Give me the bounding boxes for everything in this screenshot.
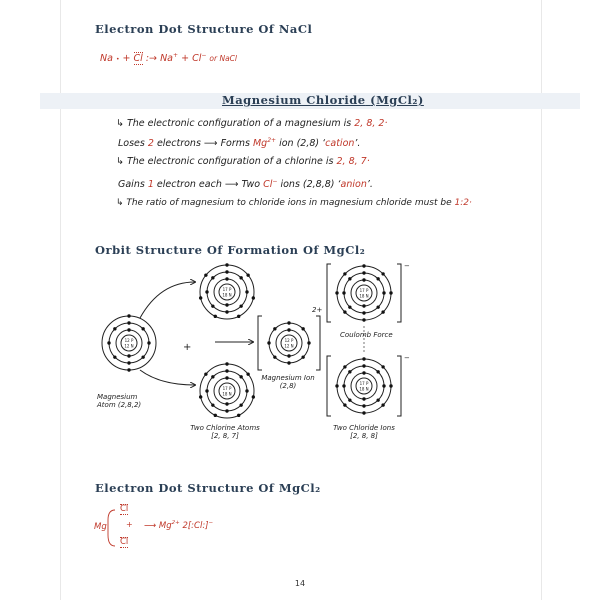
electron <box>362 264 365 267</box>
label-line: Two Chlorine Atoms <box>190 424 260 432</box>
electron <box>252 395 255 398</box>
dot: · <box>366 156 370 167</box>
electron <box>273 327 276 330</box>
electron <box>199 296 202 299</box>
s4-product-mg: Mg <box>158 520 172 531</box>
electron <box>127 354 130 357</box>
electron <box>362 364 365 367</box>
electron <box>225 362 228 365</box>
electron <box>214 414 217 417</box>
electron <box>287 328 290 331</box>
electron <box>287 354 290 357</box>
mg-brace <box>108 510 115 546</box>
electron <box>381 365 384 368</box>
electron <box>362 357 365 360</box>
nucleus-protons: 12 P <box>124 338 134 343</box>
electron <box>382 291 385 294</box>
nucleus-neutrons: 18 N <box>359 293 369 299</box>
text: ions (2,8,8) ‘ <box>277 179 341 191</box>
electron <box>141 355 144 358</box>
electron <box>225 369 228 372</box>
ratio-value: 1:2 <box>454 198 469 208</box>
mg-charge: 2+ <box>267 137 277 144</box>
eq-plus: + <box>122 53 131 65</box>
label-line: [2, 8, 7] <box>211 432 239 440</box>
s4-arrow: ⟶ <box>144 520 157 531</box>
electron <box>335 384 338 387</box>
electron <box>273 355 276 358</box>
electron <box>225 376 228 379</box>
electron <box>343 272 346 275</box>
electron <box>225 277 228 280</box>
text: electron each ⟶ Two <box>153 179 264 191</box>
heading-nacl-dot-structure: Electron Dot Structure Of NaCl <box>95 22 313 36</box>
electron <box>362 304 365 307</box>
mg-config: 2, 8, 2 <box>354 118 385 129</box>
nucleus-protons: 17 P <box>359 288 369 293</box>
cl-ion-top <box>335 264 392 321</box>
electron <box>389 291 392 294</box>
electron <box>127 321 130 324</box>
electron <box>381 310 384 313</box>
electron <box>239 375 242 378</box>
heading-orbit-structure: Orbit Structure Of Formation Of MgCl₂ <box>95 243 366 257</box>
electron <box>225 402 228 405</box>
electron <box>362 278 365 281</box>
electron <box>342 291 345 294</box>
electron <box>211 375 214 378</box>
electron <box>211 403 214 406</box>
page-number: 14 <box>294 579 306 588</box>
label-coulomb-force: Coulomb Force <box>340 331 393 339</box>
text: ↳ The electronic configuration of a chlorine is <box>116 156 337 167</box>
electron <box>342 384 345 387</box>
eq-arrow: :→ <box>145 53 158 65</box>
nucleus-neutrons: 18 N <box>359 386 369 392</box>
text: ↳ The electronic configuration of a magnesium is <box>116 118 355 129</box>
electron <box>362 318 365 321</box>
nucleus-protons: 17 P <box>222 287 232 292</box>
electron <box>246 273 249 276</box>
electron <box>301 355 304 358</box>
electron <box>362 397 365 400</box>
electron <box>362 404 365 407</box>
cl-ion-bottom-bracket-right <box>397 356 401 416</box>
electron <box>214 315 217 318</box>
eq-cl: Cl <box>133 53 143 65</box>
electron <box>348 370 351 373</box>
electron <box>239 304 242 307</box>
nacl-equation: Na • + Cl :→ Na+ + Cl− or NaCl <box>100 52 237 65</box>
atoms-layer <box>102 263 393 418</box>
cl-ion-bottom-bracket-left <box>327 356 331 416</box>
s4-product-charge: 2+ <box>171 520 180 526</box>
cl-ion-bottom-minus: − <box>404 354 410 362</box>
electron <box>225 263 228 266</box>
text: ion (2,8) ‘ <box>276 138 326 150</box>
electron <box>348 305 351 308</box>
cl-ion-top-bracket-right <box>397 264 401 322</box>
text: Loses <box>118 138 148 150</box>
electron <box>343 310 346 313</box>
cl-atom-bottom <box>199 362 255 418</box>
arrow-mg-to-cl-bottom <box>140 370 195 385</box>
cation-word: cation <box>325 138 355 150</box>
heading-mgcl2-formula: (MgCl₂) <box>370 93 424 107</box>
electron <box>376 277 379 280</box>
cl-charge: − <box>272 178 278 185</box>
eq-cl-minus-charge: − <box>201 52 207 59</box>
nucleus-protons: 12 P <box>284 338 294 343</box>
electron <box>127 314 130 317</box>
electron <box>225 270 228 273</box>
mg-ion-bracket-right <box>316 316 320 370</box>
electron <box>113 327 116 330</box>
cl-ion-top-minus: − <box>404 262 410 270</box>
electron <box>225 409 228 412</box>
electron <box>376 398 379 401</box>
nucleus-protons: 17 P <box>359 381 369 386</box>
cl-ion: Cl <box>263 179 273 191</box>
electron <box>267 341 270 344</box>
eq-na-plus-charge: + <box>173 52 179 59</box>
s4-plus: + <box>126 520 133 529</box>
electron <box>127 368 130 371</box>
heading-mgcl2-text: Magnesium Chloride <box>222 93 366 107</box>
label-line: [2, 8, 8] <box>350 432 378 440</box>
text: ↳ The ratio of magnesium to chloride ions in magnesium chloride must be <box>116 198 455 208</box>
electron <box>381 403 384 406</box>
electron <box>245 290 248 293</box>
arrow-mg-to-cl-top <box>140 282 195 318</box>
cl-ion-bottom <box>335 357 392 414</box>
electron <box>147 341 150 344</box>
nucleus-neutrons: 12 N <box>284 343 294 349</box>
s4-cl-top: Cl <box>120 504 129 514</box>
electron <box>389 384 392 387</box>
s4-mg: Mg <box>94 522 107 532</box>
eq-or-nacl: or NaCl <box>209 54 237 64</box>
electron <box>225 303 228 306</box>
electron <box>237 315 240 318</box>
electron <box>237 414 240 417</box>
text: ’. <box>354 138 361 150</box>
mg-ion: Mg <box>252 138 268 150</box>
electron <box>225 310 228 313</box>
electron <box>204 273 207 276</box>
electron <box>113 355 116 358</box>
electron <box>127 328 130 331</box>
label-line: Two Chloride Ions <box>333 424 395 432</box>
electron <box>376 305 379 308</box>
s4-product <box>144 520 213 531</box>
electron <box>287 321 290 324</box>
electron <box>343 365 346 368</box>
eq-na-plus: Na <box>160 53 173 65</box>
label-line: Magnesium Ion <box>261 374 315 382</box>
electron <box>239 276 242 279</box>
electron <box>362 411 365 414</box>
electron <box>348 398 351 401</box>
electron <box>246 372 249 375</box>
electron <box>245 389 248 392</box>
electron <box>362 371 365 374</box>
label-two-chlorine-atoms <box>190 424 260 440</box>
electron <box>204 372 207 375</box>
dot: · <box>384 118 388 129</box>
label-line: (2,8) <box>279 382 297 390</box>
electron <box>211 276 214 279</box>
electron <box>381 272 384 275</box>
anion-word: anion <box>340 179 367 191</box>
nucleus-protons: 17 P <box>222 386 232 391</box>
plus-sign: + <box>183 342 192 353</box>
electron <box>376 370 379 373</box>
electron <box>205 290 208 293</box>
mg-atom <box>102 314 156 371</box>
nucleus-neutrons: 18 N <box>222 391 232 397</box>
eq-na: Na <box>100 53 113 65</box>
cl-config: 2, 8, 7 <box>336 156 367 167</box>
electron <box>343 403 346 406</box>
electron <box>211 304 214 307</box>
s4-product-minus: − <box>208 520 214 526</box>
num: 2 <box>147 138 154 150</box>
electron <box>127 361 130 364</box>
text: ’. <box>366 179 373 191</box>
text: electrons ⟶ Forms <box>153 138 253 150</box>
heading-mgcl2-dot-structure: Electron Dot Structure Of MgCl₂ <box>95 481 321 495</box>
eq-cl-minus: Cl <box>192 53 202 65</box>
nucleus-neutrons: 18 N <box>222 292 232 298</box>
num: 1 <box>147 179 154 191</box>
electron <box>287 361 290 364</box>
nucleus-neutrons: 12 N <box>124 343 134 349</box>
label-two-chloride-ions <box>325 424 403 440</box>
cl-atom-top <box>199 263 255 319</box>
electron <box>382 384 385 387</box>
electron <box>199 395 202 398</box>
electron <box>252 296 255 299</box>
mg-ion-bracket-left <box>258 316 262 370</box>
dot: · <box>468 198 472 208</box>
electron <box>348 277 351 280</box>
electron <box>362 271 365 274</box>
label-2plus: 2+ <box>312 306 323 314</box>
label-mg-ion <box>253 374 323 390</box>
electron <box>362 311 365 314</box>
label-line: Magnesium <box>97 393 138 401</box>
eq-plus2: + <box>181 53 190 65</box>
mg-ion <box>267 321 310 364</box>
electron <box>301 327 304 330</box>
label-line: Atom (2,8,2) <box>97 401 142 409</box>
electron <box>335 291 338 294</box>
electron <box>205 389 208 392</box>
s4-product-cl: 2[:Cl:] <box>182 520 209 531</box>
cl-ion-top-bracket-left <box>327 264 331 322</box>
electron <box>307 341 310 344</box>
electron <box>141 327 144 330</box>
electron <box>107 341 110 344</box>
text: Gains <box>118 179 148 191</box>
electron <box>239 403 242 406</box>
s4-cl-bottom: Cl <box>120 537 129 547</box>
label-mg-atom <box>97 393 141 409</box>
